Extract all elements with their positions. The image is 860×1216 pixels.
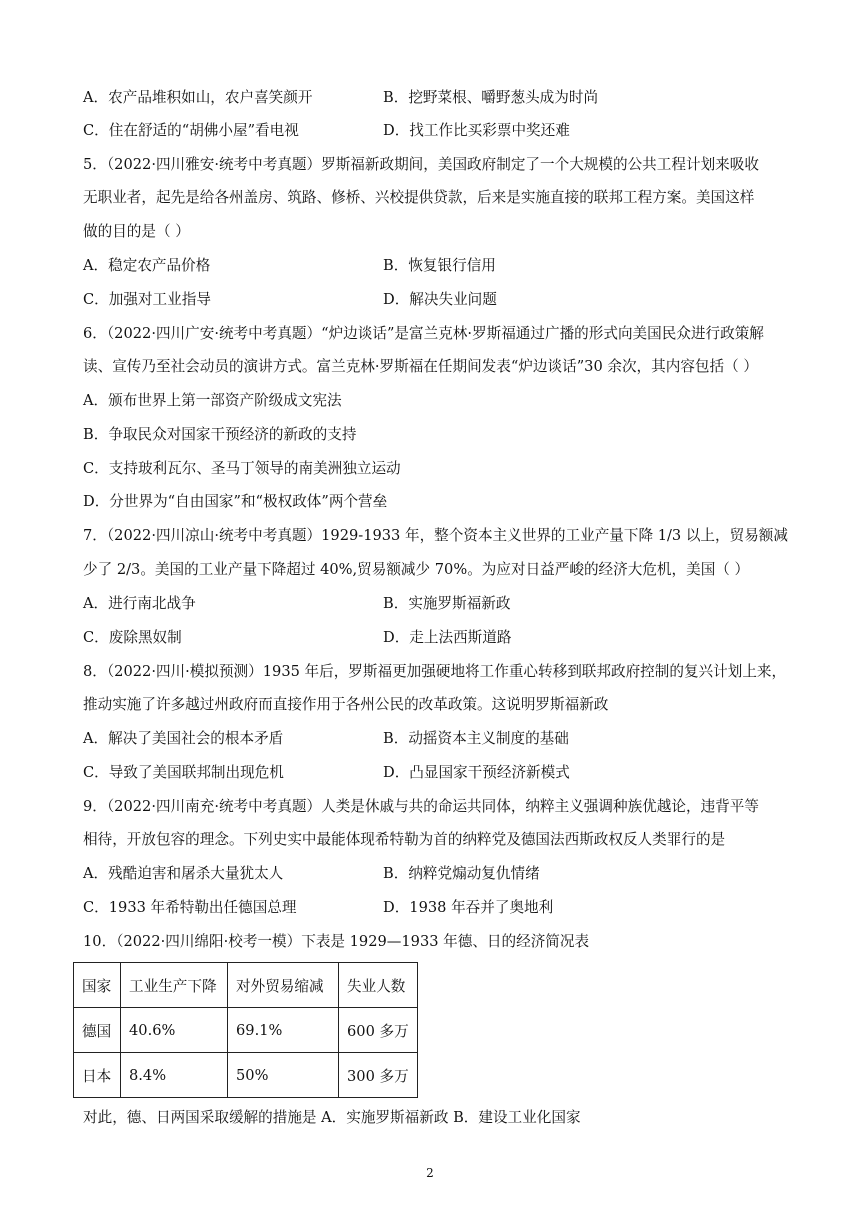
q4-option-d: D．找工作比买彩票中奖还难 [383,122,570,139]
table-cell: 69.1% [228,1008,339,1053]
q8-options-row-2 [83,763,783,783]
q6-option-a: A．颁布世界上第一部资产阶级成文宪法 [83,392,342,409]
table-cell: 8.4% [121,1053,228,1098]
q5-stem-line-1: 5．（2022·四川雅安·统考中考真题）罗斯福新政期间，美国政府制定了一个大规模的公共工程计划来吸收 [83,156,759,173]
economy-table [73,962,418,1098]
page-number: 2 [426,1166,434,1180]
q4-option-b: B．挖野菜根、嚼野葱头成为时尚 [383,89,599,106]
q9-options-row-2 [83,898,783,918]
q5-option-b: B．恢复银行信用 [383,257,496,274]
q4-options-row-2 [83,121,783,141]
q9-option-b: B．纳粹党煽动复仇情绪 [383,865,540,882]
q4-option-a: A．农产品堆积如山，农户喜笑颜开 [83,89,313,106]
q7-option-a: A．进行南北战争 [83,595,196,612]
q8-stem-line-2: 推动实施了许多越过州政府而直接作用于各州公民的改革政策。这说明罗斯福新政 [83,696,609,713]
q7-option-c: C．废除黑奴制 [83,629,182,646]
q9-option-c: C．1933 年希特勒出任德国总理 [83,899,297,916]
q10-followup-line: 对此，德、日两国采取缓解的措施是 A．实施罗斯福新政 B．建设工业化国家 [83,1109,581,1126]
q7-option-d: D．走上法西斯道路 [383,629,512,646]
table-header-cell: 工业生产下降 [121,963,228,1008]
q8-option-a: A．解决了美国社会的根本矛盾 [83,730,284,747]
table-cell: 日本 [74,1053,121,1098]
q4-options-row-1 [83,88,783,108]
q5-options-row-2 [83,290,783,310]
q8-option-b: B．动摇资本主义制度的基础 [383,730,569,747]
q8-option-d: D．凸显国家干预经济新模式 [383,764,570,781]
q5-stem-line-2: 无职业者，起先是给各州盖房、筑路、修桥、兴校提供贷款，后来是实施直接的联邦工程方案。美国这样 [83,189,755,206]
table-header-cell: 国家 [74,963,121,1008]
q6-option-d: D．分世界为“自由国家”和“极权政体”两个营垒 [83,493,388,510]
q9-option-a: A．残酷迫害和屠杀大量犹太人 [83,865,284,882]
q10-stem-line-1: 10．（2022·四川绵阳·校考一模）下表是 1929—1933 年德、日的经济简况表 [83,933,590,950]
table-cell: 600 多万 [339,1008,418,1053]
q9-stem-line-2: 相待，开放包容的理念。下列史实中最能体现希特勒为首的纳粹党及德国法西斯政权反人类罪行的是 [83,831,726,848]
q8-option-c: C．导致了美国联邦制出现危机 [83,764,284,781]
q8-stem-line-1: 8．（2022·四川·模拟预测）1935 年后，罗斯福更加强硬地将工作重心转移到联邦政府控制的复兴计划上来， [83,663,787,680]
q9-option-d: D．1938 年吞并了奥地利 [383,899,554,916]
table-row [74,1008,418,1053]
table-cell: 300 多万 [339,1053,418,1098]
q7-stem-line-2: 少了 2/3。美国的工业产量下降超过 40%,贸易额减少 70%。为应对日益严峻的经济大危机，美国（ ） [83,561,750,578]
q5-stem-line-3: 做的目的是（ ） [83,223,190,240]
q7-stem-line-1: 7．（2022·四川凉山·统考中考真题）1929-1933 年，整个资本主义世界的工业产量下降 1/3 以上，贸易额减 [83,527,788,544]
q6-stem-line-2: 读、宣传乃至社会动员的演讲方式。富兰克林·罗斯福在任期间发表“炉边谈话”30 余次，其内容包括（ ） [83,358,758,375]
q6-option-b: B．争取民众对国家干预经济的新政的支持 [83,426,357,443]
q6-option-c: C．支持玻利瓦尔、圣马丁领导的南美洲独立运动 [83,460,401,477]
q7-options-row-1 [83,594,783,614]
q7-option-b: B．实施罗斯福新政 [383,595,511,612]
q5-options-row-1 [83,256,783,276]
table-cell: 40.6% [121,1008,228,1053]
q4-option-c: C．住在舒适的“胡佛小屋”看电视 [83,122,299,139]
q6-stem-line-1: 6．（2022·四川广安·统考中考真题）“炉边谈话”是富兰克林·罗斯福通过广播的形式向美国民众进行政策解 [83,325,764,342]
table-header-row [74,963,418,1008]
table-cell: 50% [228,1053,339,1098]
q9-stem-line-1: 9．（2022·四川南充·统考中考真题）人类是休戚与共的命运共同体，纳粹主义强调种族优越论，违背平等 [83,798,759,815]
q9-options-row-1 [83,864,783,884]
q5-option-a: A．稳定农产品价格 [83,257,211,274]
q8-options-row-1 [83,729,783,749]
table-header-cell: 失业人数 [339,963,418,1008]
table-header-cell: 对外贸易缩减 [228,963,339,1008]
table-row [74,1053,418,1098]
q7-options-row-2 [83,628,783,648]
q5-option-d: D．解决失业问题 [383,291,497,308]
table-cell: 德国 [74,1008,121,1053]
q5-option-c: C．加强对工业指导 [83,291,211,308]
